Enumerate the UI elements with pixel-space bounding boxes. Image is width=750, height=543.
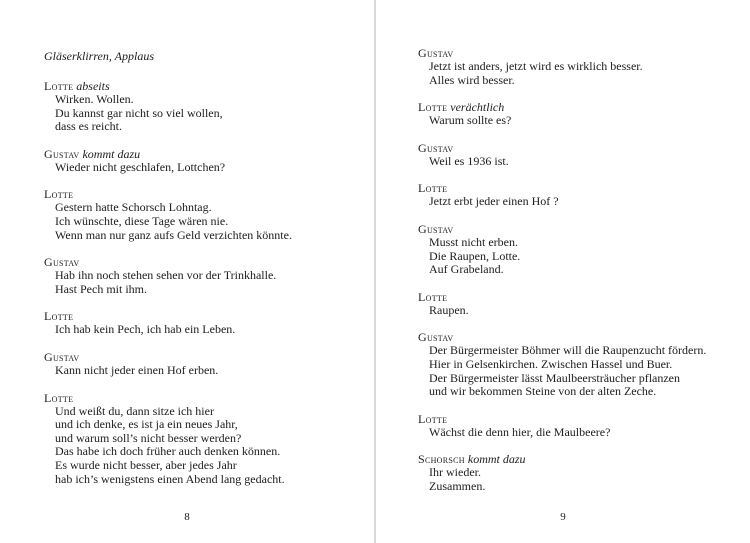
dialogue-lines [418, 426, 750, 440]
dialogue-line: Weil es 1936 ist. [429, 153, 509, 168]
dialogue-lines [418, 304, 750, 318]
speaker-name: Lotte [418, 289, 448, 304]
dialogue-block [44, 350, 374, 378]
speaker-line [418, 290, 750, 304]
dialogue-line: Ich wünschte, diese Tage wären nie. [55, 213, 229, 228]
speaker-line [44, 350, 374, 364]
dialogue-line: Und weißt du, dann sitze ich hier [55, 403, 214, 418]
speaker-name: Gustav [418, 46, 454, 60]
dialogue-line: Hier in Gelsenkirchen. Zwischen Hassel und Buer. [429, 356, 673, 371]
dialogue-block [418, 452, 750, 493]
dialogue-line: und warum soll’s nicht besser werden? [55, 430, 242, 445]
dialogue-line: Es wurde nicht besser, aber jedes Jahr [55, 457, 237, 472]
page-number: 8 [184, 511, 190, 523]
speaker-line [44, 309, 374, 323]
speaker-name: Lotte [44, 187, 74, 202]
speaker-line [418, 412, 750, 426]
dialogue-lines [44, 405, 374, 487]
dialogue-line: Musst nicht erben. [429, 234, 518, 249]
dialogue-lines [44, 364, 374, 378]
dialogue-block [44, 391, 374, 487]
speaker-name: Lotte [418, 411, 448, 426]
right-page [376, 0, 750, 543]
speaker-name: Schorsch [418, 452, 465, 467]
dialogue-line: und wir bekommen Steine von der alten Zeche. [429, 384, 657, 399]
dialogue-lines [418, 236, 750, 277]
dialogue-lines [44, 269, 374, 296]
dialogue-block [418, 412, 750, 440]
speaker-name: Lotte [44, 79, 74, 93]
speaker-line [44, 187, 374, 201]
dialogue-block [44, 147, 374, 175]
dialogue-lines [418, 60, 750, 87]
speaker-line [418, 330, 750, 344]
stage-direction-inline: kommt dazu [82, 146, 141, 161]
dialogue-line: Warum sollte es? [429, 113, 512, 128]
speaker-name: Lotte [44, 309, 74, 324]
dialogue-blocks [44, 79, 374, 486]
dialogue-line: Wächst die denn hier, die Maulbeere? [429, 424, 611, 439]
dialogue-line: hab ich’s wenigstens einen Abend lang gedacht. [55, 471, 285, 486]
speaker-name: Gustav [44, 255, 80, 270]
dialogue-line: Kann nicht jeder einen Hof erben. [55, 362, 219, 377]
speaker-name: Lotte [44, 390, 74, 405]
dialogue-line: Ihr wieder. [429, 465, 481, 480]
dialogue-line: Wirken. Wollen. [55, 92, 134, 106]
dialogue-lines [418, 466, 750, 493]
dialogue-block [418, 222, 750, 277]
dialogue-line: Jetzt ist anders, jetzt wird es wirklich besser. [429, 59, 643, 73]
dialogue-lines [418, 195, 750, 209]
dialogue-block [418, 46, 750, 87]
dialogue-lines [44, 323, 374, 337]
dialogue-lines [44, 93, 374, 134]
stage-direction-inline: verächtlich [450, 100, 505, 115]
dialogue-lines [44, 161, 374, 175]
dialogue-line: Raupen. [429, 302, 469, 317]
dialogue-blocks [418, 46, 750, 494]
dialogue-block [44, 187, 374, 242]
dialogue-block [418, 290, 750, 318]
dialogue-line: Der Bürgermeister Böhmer will die Raupenzucht fördern. [429, 343, 707, 358]
left-page [0, 0, 374, 543]
speaker-name: Gustav [418, 330, 454, 345]
speaker-line [44, 391, 374, 405]
speaker-line [44, 79, 374, 93]
dialogue-block [418, 181, 750, 209]
page-number: 9 [560, 511, 566, 523]
speaker-line [44, 255, 374, 269]
dialogue-line: Die Raupen, Lotte. [429, 248, 521, 263]
dialogue-line: Jetzt erbt jeder einen Hof ? [429, 194, 559, 209]
dialogue-line: Gestern hatte Schorsch Lohntag. [55, 200, 212, 215]
speaker-line [44, 147, 374, 161]
stage-direction: Gläserklirren, Applaus [44, 49, 154, 63]
dialogue-line: Der Bürgermeister lässt Maulbeersträucher pflanzen [429, 370, 681, 385]
dialogue-line: Hast Pech mit ihm. [55, 281, 147, 296]
dialogue-line: Zusammen. [429, 478, 486, 493]
speaker-line [418, 141, 750, 155]
dialogue-lines [418, 114, 750, 128]
dialogue-line: dass es reicht. [55, 119, 122, 134]
dialogue-line: Ich hab kein Pech, ich hab ein Leben. [55, 322, 236, 337]
dialogue-line: Alles wird besser. [429, 72, 515, 87]
speaker-name: Gustav [418, 221, 454, 236]
dialogue-line: und ich denke, es ist ja ein neues Jahr, [55, 417, 238, 432]
speaker-line [418, 452, 750, 466]
dialogue-line: Das habe ich doch früher auch denken können. [55, 444, 281, 459]
dialogue-block [44, 309, 374, 337]
speaker-name: Gustav [44, 349, 80, 364]
dialogue-block [418, 141, 750, 169]
stage-direction-inline: abseits [76, 79, 110, 93]
dialogue-lines [418, 155, 750, 169]
speaker-line [418, 100, 750, 114]
speaker-line [418, 181, 750, 195]
dialogue-block [418, 330, 750, 398]
speaker-line [418, 46, 750, 60]
dialogue-block [44, 255, 374, 296]
stage-direction-inline: kommt dazu [467, 452, 526, 467]
speaker-name: Gustav [418, 140, 454, 155]
dialogue-lines [418, 344, 750, 398]
dialogue-block [418, 100, 750, 128]
dialogue-line: Hab ihn noch stehen sehen vor der Trinkhalle. [55, 268, 277, 283]
dialogue-line: Wieder nicht geschlafen, Lottchen? [55, 159, 226, 174]
speaker-name: Lotte [418, 181, 448, 196]
dialogue-line: Wenn man nur ganz aufs Geld verzichten könnte. [55, 227, 292, 242]
speaker-name: Gustav [44, 146, 80, 161]
speaker-name: Lotte [418, 100, 448, 115]
dialogue-block [44, 79, 374, 134]
dialogue-lines [44, 201, 374, 242]
dialogue-line: Auf Grabeland. [429, 262, 504, 277]
speaker-line [418, 222, 750, 236]
dialogue-line: Du kannst gar nicht so viel wollen, [55, 105, 223, 120]
